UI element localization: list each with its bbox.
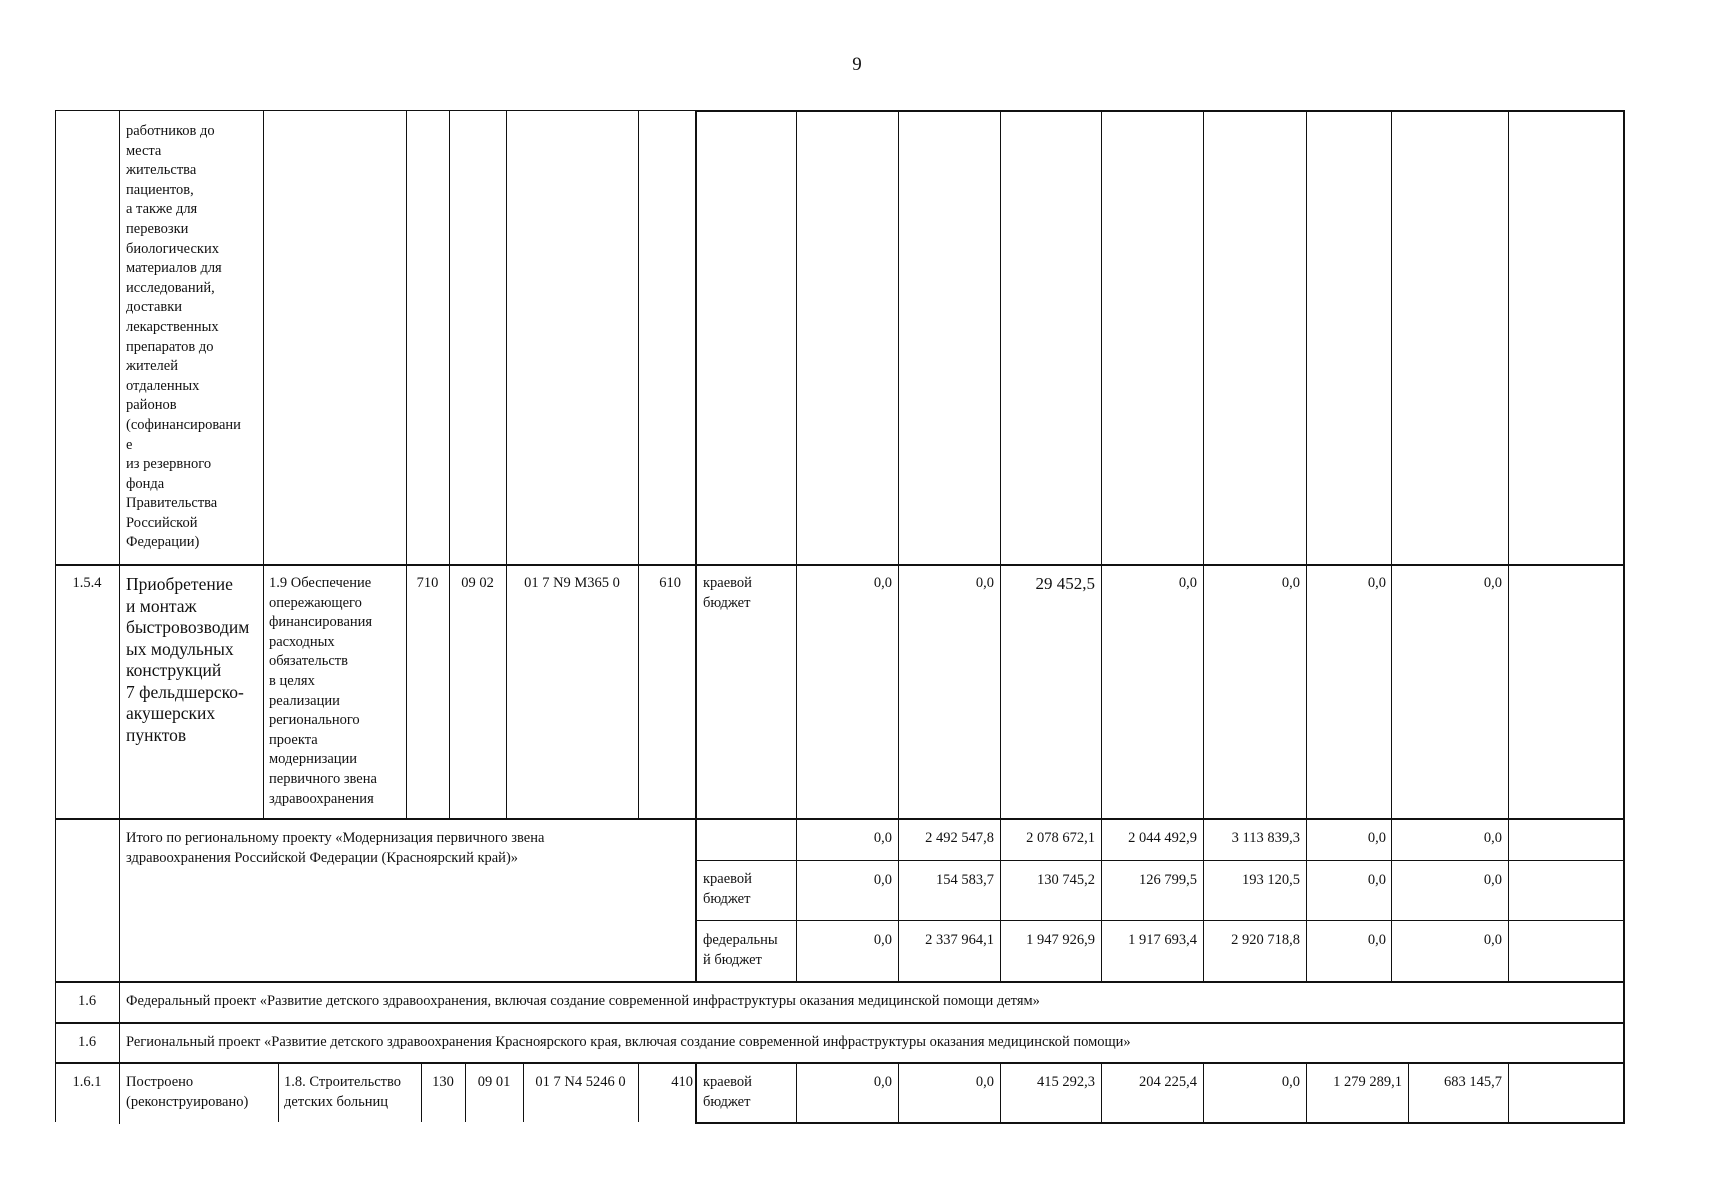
- value-cell: 2 078 672,1: [1026, 830, 1095, 846]
- col-line: [695, 110, 697, 982]
- table-right-border: [1623, 110, 1625, 1124]
- col-line: [263, 110, 264, 818]
- value-cell: 3 113 839,3: [1231, 830, 1300, 846]
- col-line: [1203, 1062, 1204, 1122]
- col-line: [796, 110, 797, 982]
- value-cell: 2 492 547,8: [925, 830, 994, 846]
- reg-project-title: Региональный проект «Развитие детского здравоохранения Красноярского края, включая создание современной инфраструктуры оказания медицинской помощи»: [126, 1034, 1131, 1050]
- row-vr: 610: [659, 575, 681, 591]
- value-cell: 0,0: [1281, 1074, 1300, 1090]
- col-line: [1000, 1062, 1001, 1122]
- row-grbs: 130: [432, 1074, 454, 1090]
- row-result: 1.9 Обеспечение опережающего финансирования расходных обязательств в целях реализации регионального проекта модернизации первичного звена здравоохранения: [269, 575, 377, 807]
- value-cell: 0,0: [873, 830, 892, 846]
- col-line: [1508, 110, 1509, 982]
- value-cell: 0,0: [1483, 575, 1502, 591]
- fed-project-title: Федеральный проект «Развитие детского здравоохранения, включая создание современной инфраструктуры оказания медицинской помощи детям»: [126, 993, 1040, 1009]
- page-number: 9: [852, 54, 862, 75]
- col-line: [1391, 110, 1392, 982]
- value-cell: 204 225,4: [1139, 1074, 1197, 1090]
- fed-project-number: 1.6: [77, 993, 97, 1009]
- value-cell: 0,0: [975, 575, 994, 591]
- row-csr: 01 7 N4 5246 0: [535, 1074, 626, 1090]
- row-rzpr: 09 02: [461, 575, 494, 591]
- col-line: [898, 1062, 899, 1122]
- value-cell: 2 044 492,9: [1128, 830, 1197, 846]
- row-source: краевой бюджет: [703, 575, 752, 611]
- row-number: 1.5.4: [72, 575, 102, 591]
- col-line: [1508, 1062, 1509, 1122]
- col-line: [1101, 1062, 1102, 1122]
- value-cell: 130 745,2: [1037, 872, 1095, 888]
- col-line: [119, 110, 120, 982]
- value-cell: 0,0: [1281, 575, 1300, 591]
- value-cell: 0,0: [873, 1074, 892, 1090]
- value-cell: 683 145,7: [1444, 1074, 1502, 1090]
- col-line: [406, 110, 407, 818]
- row-source: краевой бюджет: [703, 1074, 752, 1110]
- row-name: Приобретение и монтаж быстровозводим ых модульных конструкций 7 фельдшерско- акушерских пунктов: [126, 574, 250, 745]
- col-line: [119, 982, 120, 1124]
- cont-row-name: работников до места жительства пациентов, а также для перевозки биологических материалов для исследований, доставки лекарственных препаратов до жителей отдаленных районов (софинансировани е из резервного фонда Правительства Российской Федерации): [126, 123, 241, 551]
- row-result: 1.8. Строительство детских больниц: [284, 1074, 402, 1110]
- row-number: 1.6.1: [72, 1074, 102, 1090]
- value-cell: 0,0: [1483, 830, 1502, 846]
- value-cell: 0,0: [1367, 575, 1386, 591]
- value-cell: 126 799,5: [1139, 872, 1197, 888]
- value-cell: 0,0: [1483, 932, 1502, 948]
- value-cell: 2 337 964,1: [925, 932, 994, 948]
- row-grbs: 710: [416, 575, 439, 591]
- value-cell: 0,0: [1367, 932, 1386, 948]
- value-cell: 0,0: [873, 932, 892, 948]
- value-cell: 0,0: [1483, 872, 1502, 888]
- value-cell: 0,0: [873, 575, 892, 591]
- total-source: федеральны й бюджет: [703, 932, 778, 968]
- col-line: [796, 1062, 797, 1122]
- col-line: [1408, 1062, 1409, 1122]
- value-cell: 2 920 718,8: [1231, 932, 1300, 948]
- col-line: [1306, 1062, 1307, 1122]
- col-line: [1000, 110, 1001, 982]
- row-divider: [55, 564, 1625, 566]
- value-cell: 0,0: [1367, 830, 1386, 846]
- total-label: Итого по региональному проекту «Модернизация первичного звена здравоохранения Российской Федерации (Красноярский край)»: [126, 830, 545, 866]
- value-cell: 1 917 693,4: [1128, 932, 1197, 948]
- col-line: [1306, 110, 1307, 982]
- table-left-border: [55, 110, 56, 1122]
- value-cell: 0,0: [1367, 872, 1386, 888]
- row-divider: [695, 920, 1625, 921]
- col-line: [898, 110, 899, 982]
- col-line: [278, 1062, 279, 1122]
- row-divider: [55, 818, 1625, 820]
- table-bottom-border: [695, 1122, 1625, 1124]
- col-line: [1203, 110, 1204, 982]
- value-cell: 193 120,5: [1242, 872, 1300, 888]
- value-cell: 1 947 926,9: [1026, 932, 1095, 948]
- value-cell: 0,0: [975, 1074, 994, 1090]
- col-line: [449, 110, 450, 818]
- col-line: [1101, 110, 1102, 982]
- col-line: [506, 110, 507, 818]
- reg-project-number: 1.6: [77, 1034, 97, 1050]
- row-divider: [55, 1062, 1625, 1064]
- table-top-border-right: [695, 110, 1625, 112]
- row-divider: [55, 1022, 1625, 1024]
- value-cell: 1 279 289,1: [1333, 1074, 1402, 1090]
- row-vr: 410: [671, 1074, 693, 1090]
- value-cell: 0,0: [1178, 575, 1197, 591]
- row-rzpr: 09 01: [477, 1074, 511, 1090]
- value-cell: 0,0: [873, 872, 892, 888]
- row-divider: [55, 981, 1625, 983]
- col-line: [695, 1062, 697, 1124]
- table-top-border-left: [55, 110, 695, 111]
- value-cell: 29 452,5: [1035, 574, 1095, 593]
- row-divider: [695, 860, 1625, 861]
- value-cell: 415 292,3: [1037, 1074, 1095, 1090]
- total-source: краевой бюджет: [703, 871, 752, 907]
- row-csr: 01 7 N9 M365 0: [524, 575, 620, 591]
- row-name: Построено (реконструировано): [126, 1074, 249, 1110]
- col-line: [638, 110, 639, 818]
- value-cell: 154 583,7: [936, 872, 994, 888]
